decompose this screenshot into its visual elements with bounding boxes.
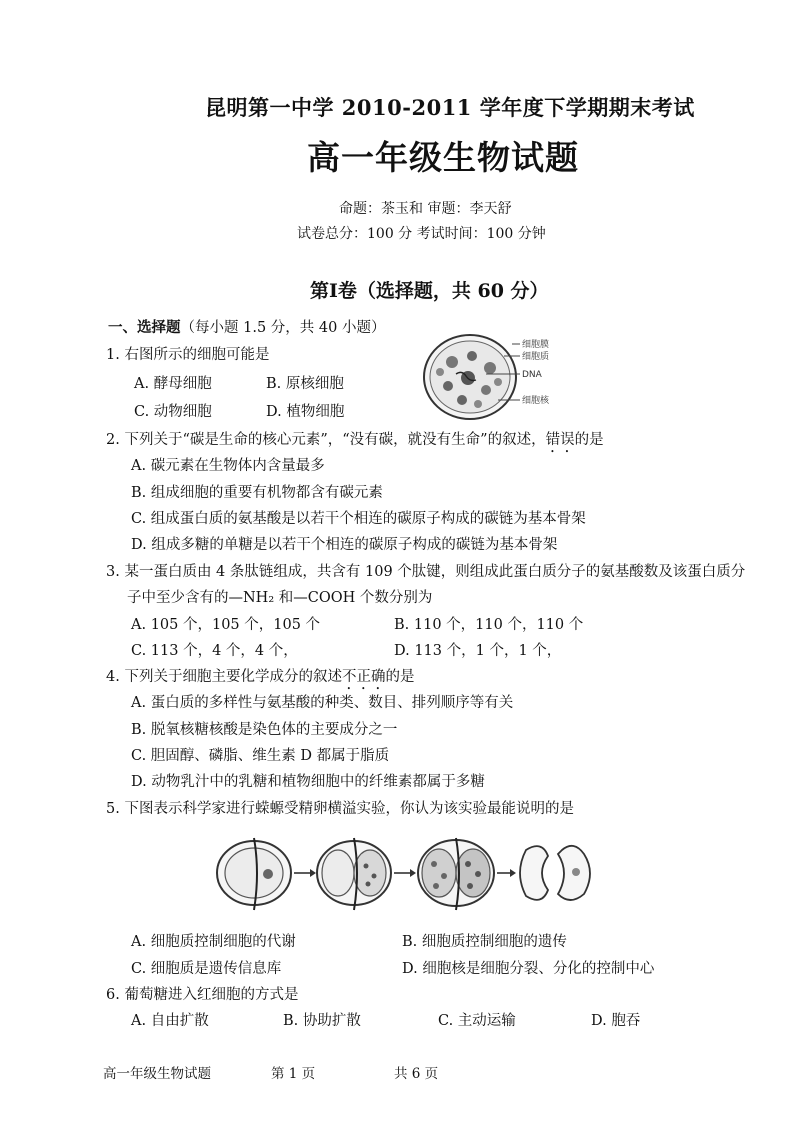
q2-stem-emphasis: 错误 <box>545 432 575 448</box>
school-exam-line: 昆明第一中学 2010-2011 学年度下学期期末考试 <box>205 95 695 120</box>
q5-option-c: C. 细胞质是遗传信息库 <box>131 961 282 977</box>
cytoplasm-label: 细胞质 <box>522 352 550 362</box>
footer-subject: 高一年级生物试题 <box>103 1066 211 1082</box>
cell-diagram <box>424 335 520 419</box>
exam-info-line: 试卷总分：100 分 考试时间：100 分钟 <box>297 226 546 242</box>
q4-option-b: B. 脱氧核糖核酸是染色体的主要成分之一 <box>131 722 398 738</box>
q4-stem <box>106 665 414 693</box>
q3-option-a: A. 105 个，105 个，105 个 <box>131 617 321 633</box>
part-title: 第Ⅰ卷（选择题，共 60 分） <box>310 280 549 302</box>
section-heading <box>108 316 385 337</box>
q6-option-c: C. 主动运输 <box>438 1013 516 1029</box>
q3-stem-line2: 子中至少含有的—NH₂ 和—COOH 个数分别为 <box>127 590 433 606</box>
q2-option-b: B. 组成细胞的重要有机物都含有碳元素 <box>131 485 383 501</box>
q5-option-a: A. 细胞质控制细胞的代谢 <box>131 934 296 950</box>
stage-4-embryos <box>520 846 590 900</box>
q2-option-c: C. 组成蛋白质的氨基酸是以若干个相连的碳原子构成的碳链为基本骨架 <box>131 511 586 527</box>
q6-option-a: A. 自由扩散 <box>131 1013 209 1029</box>
q6-option-d: D. 胞吞 <box>591 1013 641 1029</box>
stage-1-egg <box>217 838 291 910</box>
footer-page-number: 第 1 页 <box>271 1066 316 1082</box>
q5-option-b: B. 细胞质控制细胞的遗传 <box>402 934 567 950</box>
q3-option-d: D. 113 个，1 个，1 个， <box>394 643 562 659</box>
q4-stem-end: 的是 <box>385 669 415 685</box>
arrow-icon-1 <box>294 869 316 877</box>
dna-label: DNA <box>522 370 542 380</box>
stage-2-egg <box>317 838 391 910</box>
q1-cell-figure <box>412 328 582 426</box>
arrow-icon-3 <box>497 869 516 877</box>
q6-option-b: B. 协助扩散 <box>283 1013 361 1029</box>
q4-option-c: C. 胆固醇、磷脂、维生素 D 都属于脂质 <box>131 748 390 764</box>
q4-option-d: D. 动物乳汁中的乳糖和植物细胞中的纤维素都属于多糖 <box>131 774 485 790</box>
arrow-icon-2 <box>394 869 416 877</box>
q5-option-d: D. 细胞核是细胞分裂、分化的控制中心 <box>402 961 655 977</box>
q1-option-d: D. 植物细胞 <box>266 404 345 420</box>
q4-stem-text: 4. 下列关于细胞主要化学成分的叙述 <box>106 669 342 685</box>
section-label: 一、选择题 <box>108 319 181 336</box>
q4-stem-emphasis: 不正确 <box>341 669 386 685</box>
q5-experiment-figure <box>214 830 598 916</box>
q1-option-b: B. 原核细胞 <box>266 376 344 392</box>
q1-option-c: C. 动物细胞 <box>134 404 212 420</box>
q3-stem-line1: 3. 某一蛋白质由 4 条肽链组成，共含有 109 个肽键，则组成此蛋白质分子的氨基酸数及该蛋白质分 <box>106 564 746 580</box>
q4-option-a: A. 蛋白质的多样性与氨基酸的种类、数目、排列顺序等有关 <box>131 695 514 711</box>
q6-stem: 6. 葡萄糖进入红细胞的方式是 <box>106 987 299 1003</box>
q5-stem: 5. 下图表示科学家进行蝾螈受精卵横溢实验，你认为该实验最能说明的是 <box>106 801 574 817</box>
stage-3-egg <box>418 838 494 910</box>
q2-stem-end: 的是 <box>574 432 604 448</box>
q1-stem: 1. 右图所示的细胞可能是 <box>106 347 270 363</box>
nucleus-label: 细胞核 <box>522 396 550 406</box>
cell-membrane-label: 细胞膜 <box>522 340 550 350</box>
q2-stem <box>106 428 604 456</box>
q2-option-d: D. 组成多糖的单糖是以若干个相连的碳原子构成的碳链为基本骨架 <box>131 537 558 553</box>
page-title: 高一年级生物试题 <box>307 138 579 177</box>
q3-option-b: B. 110 个，110 个，110 个 <box>394 617 584 633</box>
q2-option-a: A. 碳元素在生物体内含量最多 <box>131 458 325 474</box>
q2-stem-text: 2. 下列关于“碳是生命的核心元素”，“没有碳，就没有生命”的叙述， <box>106 432 546 448</box>
section-note: （每小题 1.5 分，共 40 小题） <box>180 320 386 336</box>
q1-option-a: A. 酵母细胞 <box>134 376 212 392</box>
authors-line: 命题：茶玉和 审题：李天舒 <box>339 201 512 217</box>
q3-option-c: C. 113 个，4 个，4 个， <box>131 643 298 659</box>
footer-total-pages: 共 6 页 <box>394 1066 439 1082</box>
